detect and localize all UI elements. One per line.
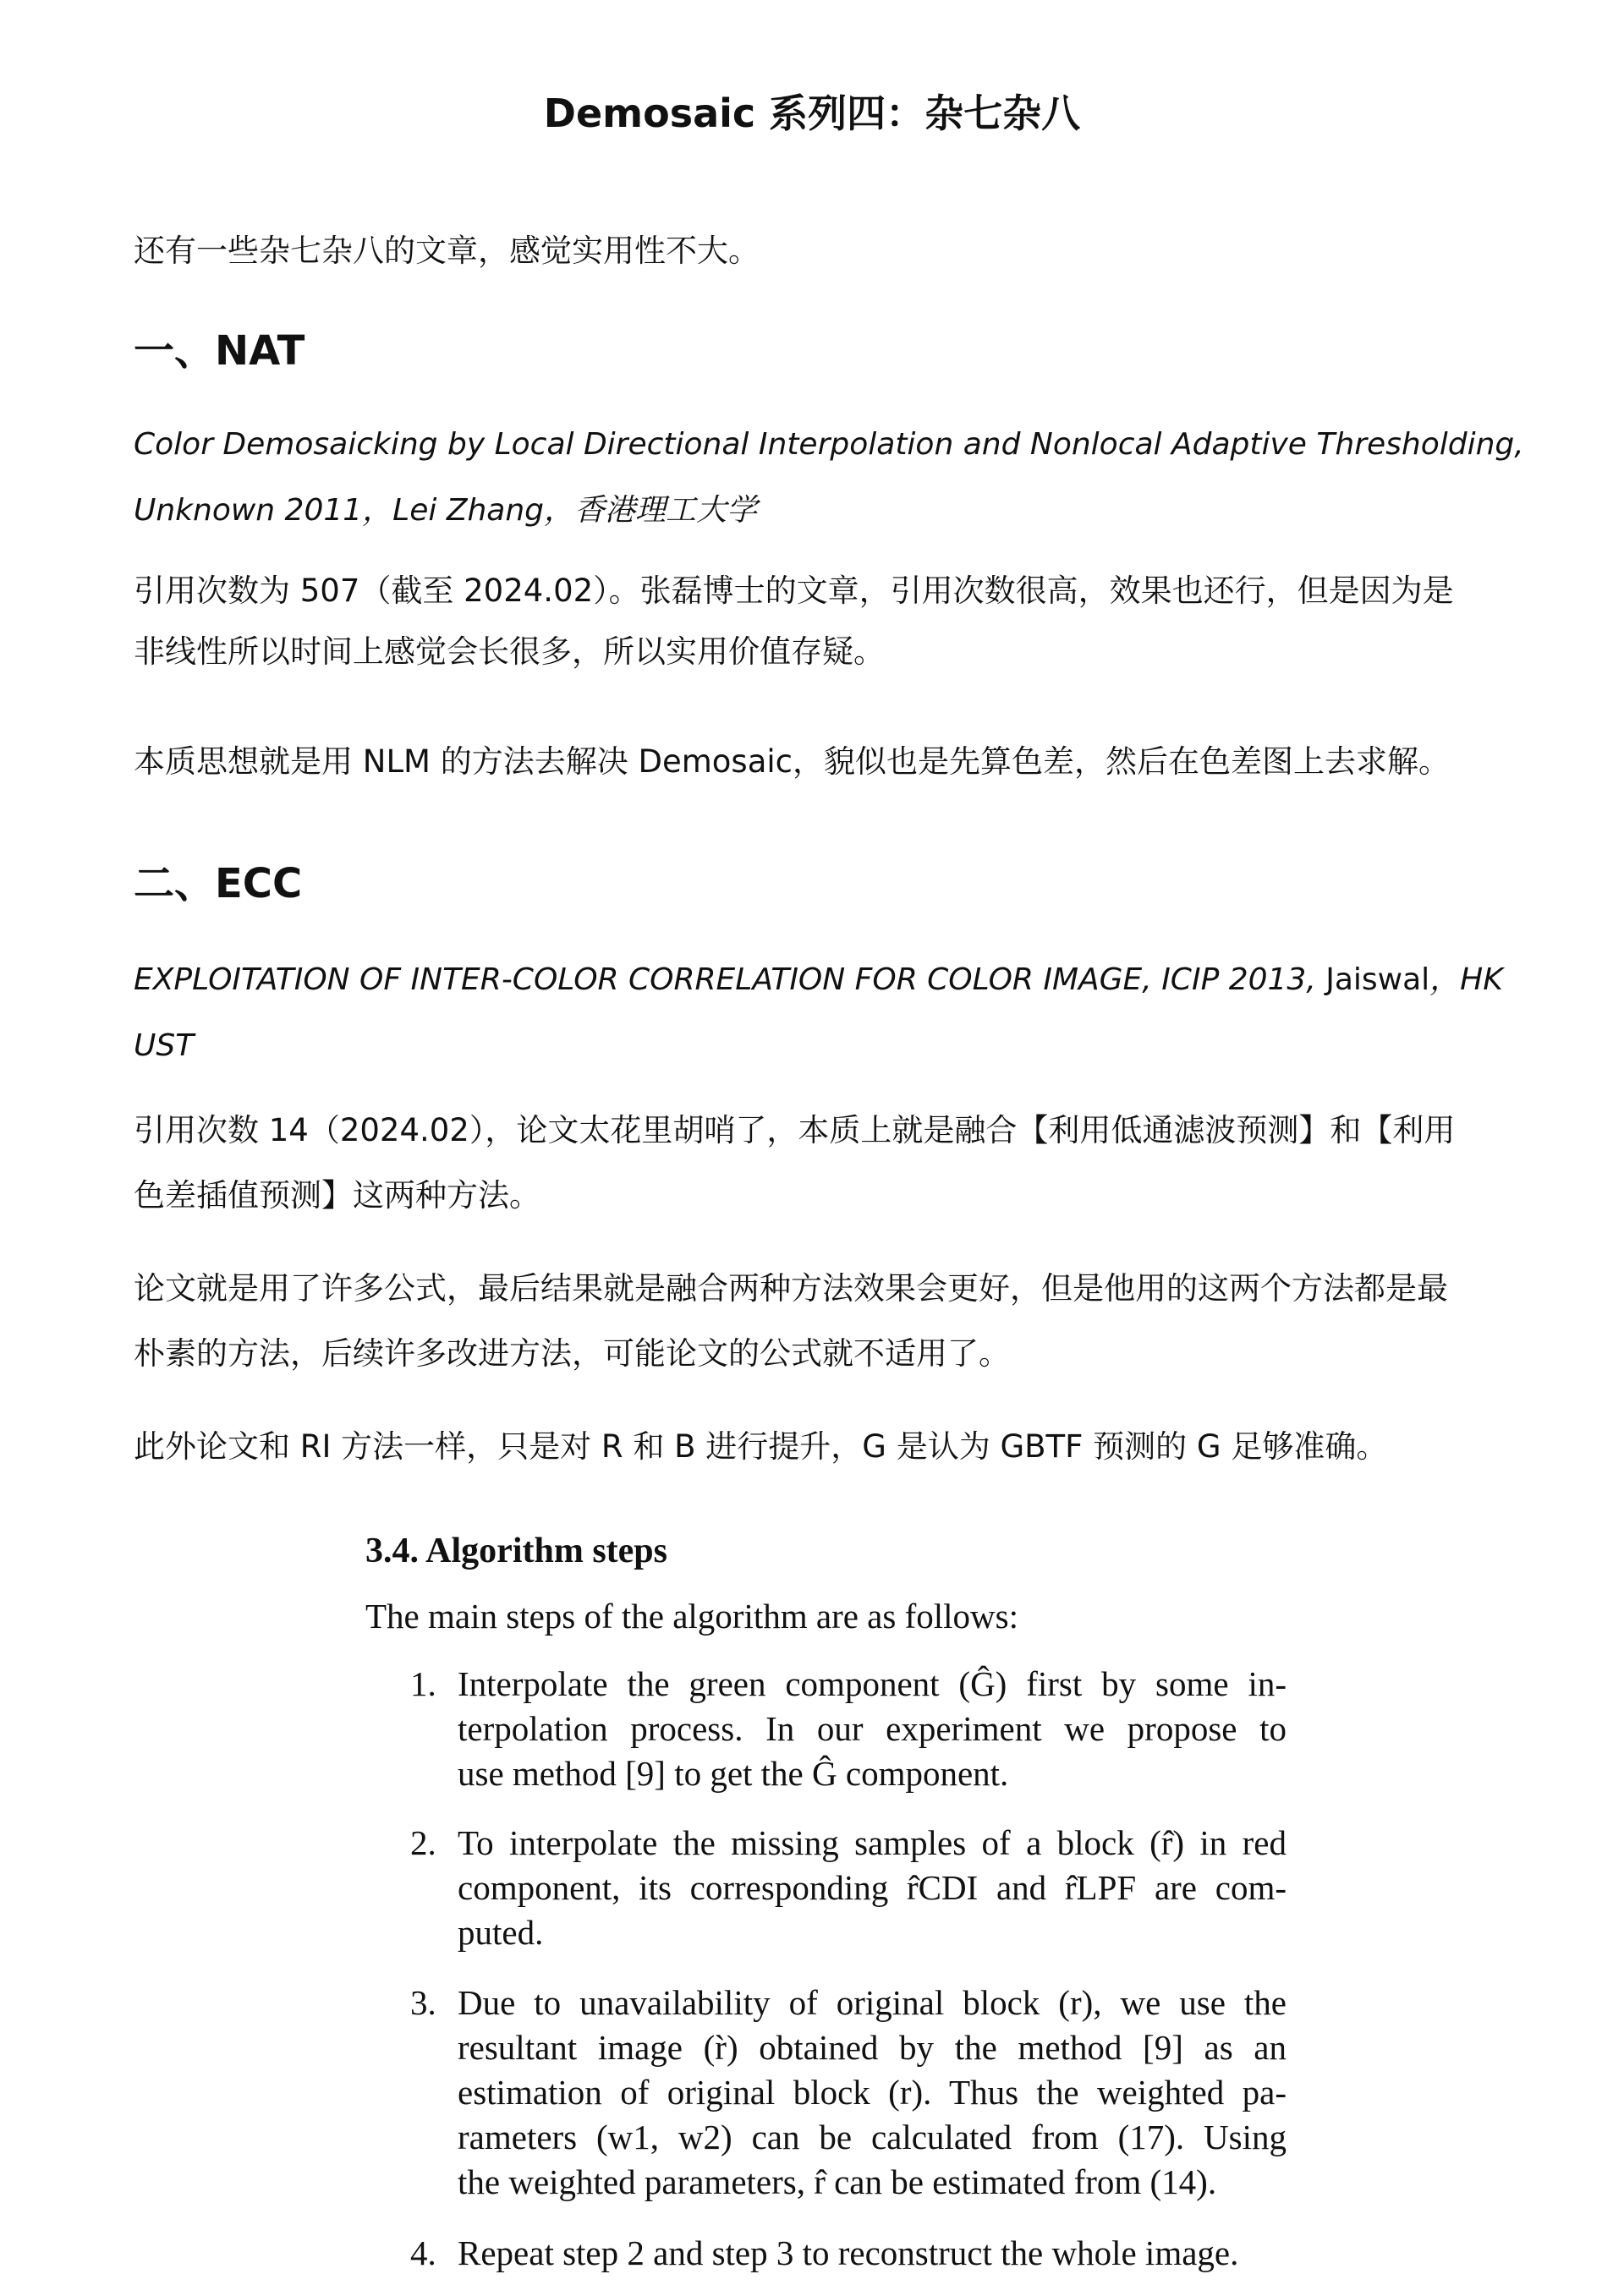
nat-paragraph-1-line1: 引用次数为 507（截至 2024.02）。张磊博士的文章，引用次数很高，效果也还行，但是因为是 (134, 573, 1454, 609)
step-line: rameters (w1, w2) can be calculated from (17). Using (458, 2118, 1287, 2156)
nat-citation-line2: Unknown 2011，Lei Zhang，香港理工大学 (134, 493, 758, 528)
step-line: Repeat step 2 and step 3 to reconstruct the whole image. (458, 2233, 1239, 2272)
nat-citation-line1: Color Demosaicking by Local Directional Interpolation and Nonlocal Adaptive Thresholding, (134, 427, 1524, 462)
step-line: estimation of original block (r). Thus the weighted pa- (458, 2073, 1287, 2112)
ecc-citation-author: Jaiswal (1315, 962, 1430, 997)
ecc-citation-title: EXPLOITATION OF INTER-COLOR CORRELATION FOR COLOR IMAGE, ICIP 2013, (134, 962, 1316, 997)
ecc-paragraph-1-line1: 引用次数 14（2024.02），论文太花里胡哨了，本质上就是融合【利用低通滤波预测】和【利用 (134, 1112, 1456, 1148)
step-number: 3. (410, 1983, 436, 2022)
step-line: To interpolate the missing samples of a block (r̂) in red (458, 1823, 1287, 1862)
step-number: 4. (410, 2233, 436, 2272)
page-title: Demosaic 系列四：杂七杂八 (543, 90, 1081, 136)
ecc-citation-line2: UST (134, 1028, 195, 1063)
step-line: the weighted parameters, r̂ can be estimated from (14). (458, 2162, 1217, 2201)
step-line: Interpolate the green component (Ĝ) first by some in- (458, 1664, 1287, 1703)
ecc-citation-affiliation: ，HK (1429, 962, 1503, 997)
step-line: resultant image (r̀) obtained by the method [9] as an (458, 2028, 1287, 2067)
nat-paragraph-1-line2: 非线性所以时间上感觉会长很多，所以实用价值存疑。 (134, 633, 885, 670)
step-number: 2. (410, 1823, 436, 1862)
figure-heading: 3.4. Algorithm steps (365, 1532, 667, 1570)
step-line: Due to unavailability of original block (r), we use the (458, 1983, 1287, 2022)
step-line: terpolation process. In our experiment we propose to (458, 1709, 1287, 1748)
section-heading-ecc: 二、ECC (134, 860, 303, 907)
section-heading-nat: 一、NAT (134, 327, 305, 375)
ecc-citation-line1 (134, 947, 1508, 1012)
step-line: puted. (458, 1913, 544, 1952)
step-line: use method [9] to get the Ĝ component. (458, 1754, 1009, 1793)
ecc-paragraph-2-line1: 论文就是用了许多公式，最后结果就是融合两种方法效果会更好，但是他用的这两个方法都是最 (134, 1270, 1448, 1307)
ecc-paragraph-1-line2: 色差插值预测】这两种方法。 (134, 1177, 540, 1214)
intro-paragraph: 还有一些杂七杂八的文章，感觉实用性不大。 (134, 233, 760, 269)
step-number: 1. (410, 1664, 436, 1703)
figure-intro: The main steps of the algorithm are as follows: (365, 1597, 1018, 1636)
ecc-paragraph-2-line2: 朴素的方法，后续许多改进方法，可能论文的公式就不适用了。 (134, 1335, 1010, 1372)
nat-paragraph-2: 本质思想就是用 NLM 的方法去解决 Demosaic，貌似也是先算色差，然后在色差图上去求解。 (134, 743, 1451, 780)
algorithm-steps-figure (359, 1518, 1307, 2296)
ecc-paragraph-3: 此外论文和 RI 方法一样，只是对 R 和 B 进行提升，G 是认为 GBTF 预测的 G 足够准确。 (134, 1428, 1388, 1465)
step-line: component, its corresponding r̂CDI and r̂LPF are com- (458, 1868, 1287, 1907)
